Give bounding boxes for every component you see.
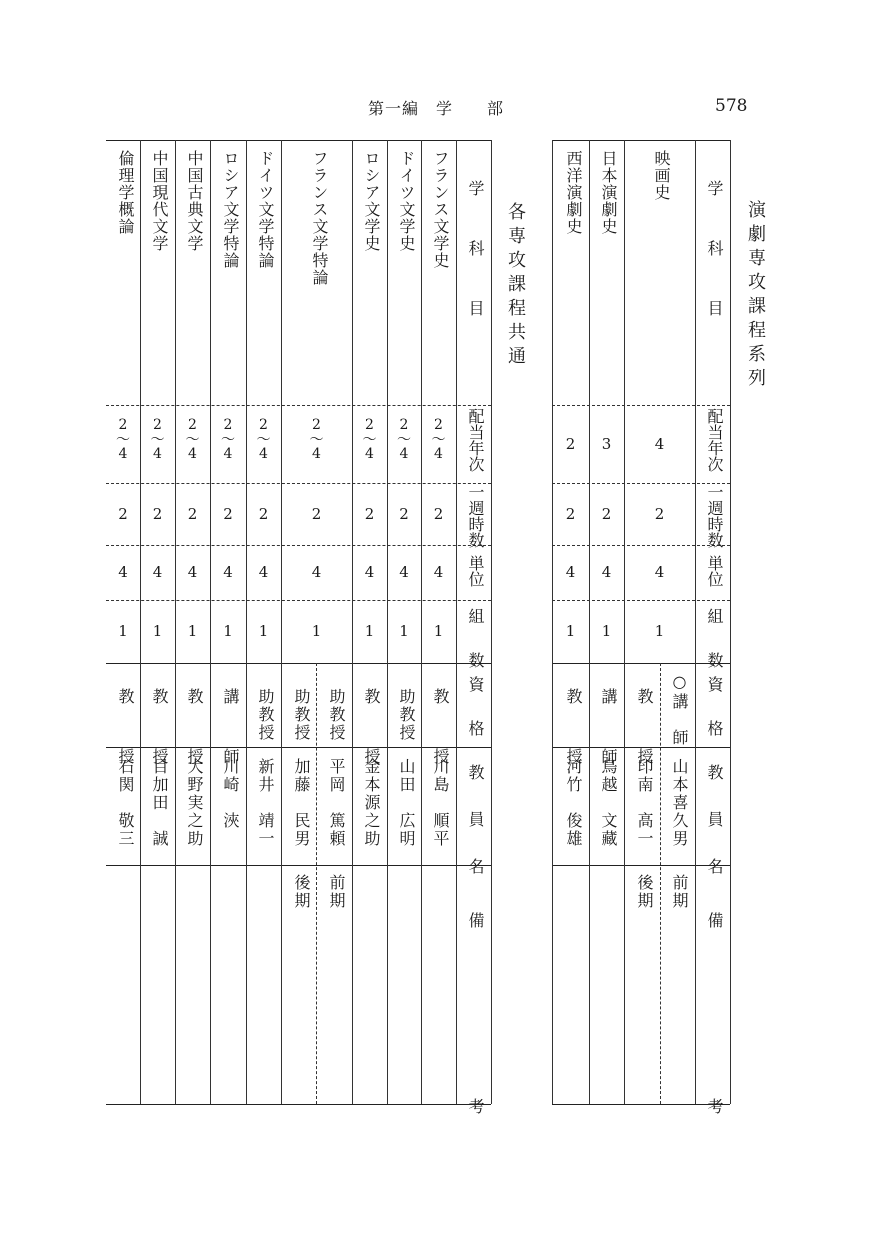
hdr-remarks-left: 備 考 [466, 912, 485, 1160]
teacher-right-0a: 山本喜久男 [670, 758, 689, 848]
subject-seiyo-engekishi: 西洋演劇史 [564, 150, 583, 235]
section-title-left: 各専攻課程共通 [505, 202, 526, 370]
hdr-teacher-left: 教 員 名 [466, 764, 485, 880]
hdr-year-right: 配当年次 [705, 408, 724, 472]
hdr-hours-right: 一週時数 [705, 484, 724, 548]
rank-right-1: 講 師 [599, 688, 618, 778]
remarks-right-0b: 後期 [635, 874, 654, 910]
subject-eigashi: 映画史 [652, 150, 671, 201]
hdr-subject-left: 学 科 目 [466, 180, 485, 330]
hdr-teacher-right: 教 員 名 [705, 764, 724, 880]
teacher-right-1: 鳥越 文藏 [599, 758, 618, 848]
hdr-subject-right: 学 科 目 [705, 180, 724, 330]
running-head: 第一編 学 部 [368, 99, 505, 118]
hdr-units-left: 単位 [466, 555, 485, 587]
hdr-rank-left: 資 格 [466, 676, 485, 742]
rank-right-2: 教 授 [564, 688, 583, 778]
teacher-right-0b: 印南 高一 [635, 758, 654, 848]
hdr-remarks-right: 備 考 [705, 912, 724, 1160]
subject-nihon-engekishi: 日本演劇史 [599, 150, 618, 235]
page-number: 578 [715, 96, 748, 116]
hdr-units-right: 単位 [705, 555, 724, 587]
remarks-right-0a: 前期 [670, 874, 689, 910]
hdr-year-left: 配当年次 [466, 408, 485, 472]
hdr-groups-left: 組 数 [466, 608, 485, 674]
section-title-right: 演劇専攻課程系列 [745, 200, 766, 392]
hdr-hours-left: 一週時数 [466, 484, 485, 548]
hdr-rank-right: 資 格 [705, 676, 724, 742]
rank-right-0a: ○講 師 [670, 672, 689, 747]
hdr-groups-right: 組 数 [705, 608, 724, 674]
rank-right-0b: 教 授 [635, 688, 654, 778]
teacher-right-2: 河竹 俊雄 [564, 758, 583, 848]
